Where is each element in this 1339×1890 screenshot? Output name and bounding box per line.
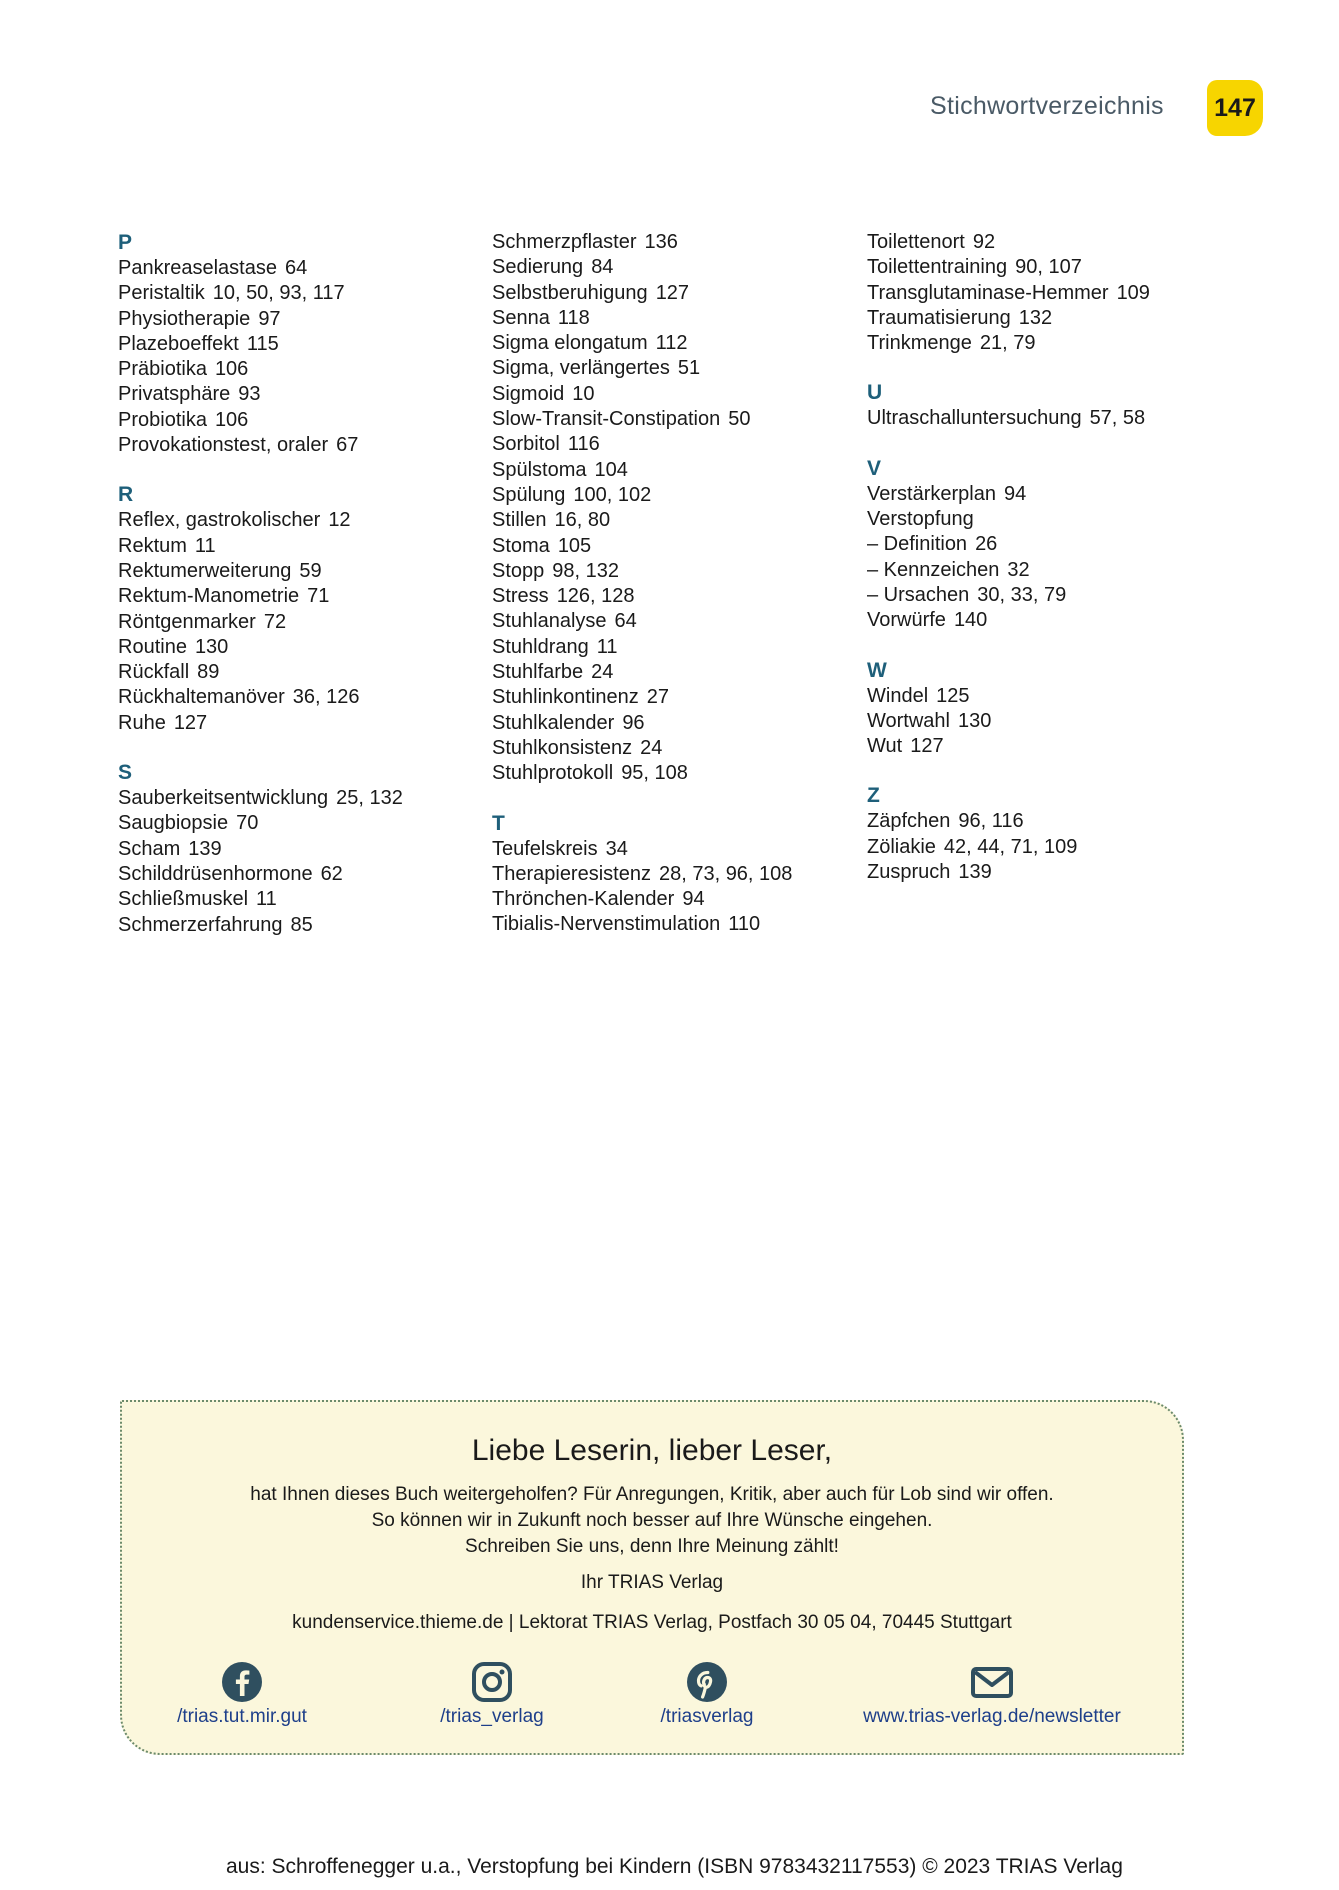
index-entry (118, 837, 478, 862)
index-entry (867, 860, 1227, 885)
index-pages: 130 (958, 709, 992, 732)
index-entry (867, 809, 1227, 834)
index-pages: 70 (236, 812, 259, 835)
index-term: Schmerzerfahrung (118, 913, 283, 936)
index-pages: 104 (594, 458, 628, 481)
index-term: Spülstoma (492, 458, 587, 481)
index-entry (867, 532, 1227, 557)
index-entry (492, 483, 852, 508)
index-entry (867, 331, 1227, 356)
index-term: Privatsphäre (118, 383, 231, 406)
index-pages: 50 (728, 408, 751, 431)
reader-signature: Ihr TRIAS Verlag (580, 1572, 724, 1593)
index-pages: 71 (307, 585, 330, 608)
index-pages: 28, 73, 96, 108 (658, 862, 793, 885)
index-term: Reflex, gastrokolischer (118, 509, 321, 532)
index-term: Stress (492, 585, 549, 608)
index-pages: 51 (677, 357, 701, 380)
index-term: Slow-Transit-Constipation (492, 408, 721, 431)
index-term: – Kennzeichen (867, 558, 1000, 581)
index-pages: 127 (910, 735, 944, 758)
index-entry (118, 357, 478, 382)
index-pages: 12 (328, 509, 351, 532)
index-entry (118, 534, 478, 559)
index-pages: 10 (572, 382, 595, 405)
index-entry (118, 862, 478, 887)
index-pages: 11 (596, 635, 618, 658)
index-term: Therapieresistenz (492, 862, 651, 885)
index-term: Verstärkerplan (867, 482, 996, 505)
index-term: Sauberkeitsentwicklung (118, 787, 329, 810)
instagram-link-label[interactable]: /trias_verlag (440, 1706, 544, 1727)
index-pages: 93 (238, 383, 261, 406)
pinterest-link[interactable] (627, 1660, 787, 1728)
pinterest-icon (685, 1660, 729, 1704)
index-letter-heading: P (118, 231, 133, 254)
reader-contact: kundenservice.thieme.de | Lektorat TRIAS Verlag, Postfach 30 05 04, 70445 Stuttgart (292, 1612, 1012, 1633)
index-pages: 64 (614, 610, 637, 633)
index-entry (867, 482, 1227, 507)
index-pages: 11 (194, 534, 216, 557)
index-pages: 106 (214, 358, 249, 381)
index-term: Stuhlkonsistenz (492, 736, 633, 759)
index-letter-heading: Z (867, 784, 880, 808)
index-group (118, 230, 478, 458)
index-term: Trinkmenge (867, 332, 972, 355)
index-term: Sedierung (492, 256, 584, 279)
index-term: Rückfall (118, 661, 190, 684)
index-term: Schließmuskel (118, 888, 249, 911)
mail-icon (970, 1660, 1014, 1704)
index-letter-heading: R (118, 483, 134, 507)
index-group (867, 658, 1227, 760)
index-pages: 100, 102 (573, 483, 652, 506)
index-column-2 (492, 230, 852, 938)
index-term: Scham (118, 837, 181, 860)
index-entry (867, 734, 1227, 759)
index-term: Wortwahl (867, 709, 950, 732)
index-group (867, 230, 1227, 356)
index-term: Stuhlanalyse (492, 610, 607, 633)
index-entry (492, 862, 852, 887)
index-term: – Ursachen (867, 583, 970, 606)
instagram-link[interactable] (412, 1660, 572, 1728)
index-term: Sigma elongatum (492, 332, 648, 355)
index-letter-heading: V (867, 456, 882, 480)
index-pages: 67 (336, 434, 359, 457)
index-group (867, 783, 1227, 885)
index-pages: 10, 50, 93, 117 (212, 282, 345, 305)
index-letter-heading: S (118, 761, 133, 785)
index-pages: 34 (605, 837, 628, 860)
index-term: Rektum (118, 534, 187, 557)
index-entry (492, 458, 852, 483)
index-pages: 96 (622, 711, 645, 734)
index-term: Teufelskreis (492, 837, 598, 860)
index-term: Windel (867, 684, 929, 707)
index-term: Spülung (492, 483, 566, 506)
newsletter-link-label[interactable]: www.trias-verlag.de/newsletter (863, 1706, 1121, 1727)
index-pages: 98, 132 (552, 559, 619, 582)
index-term: Traumatisierung (867, 306, 1011, 329)
index-term: Stillen (492, 509, 547, 532)
index-entry (118, 508, 478, 533)
index-pages: 84 (591, 256, 614, 279)
index-pages: 21, 79 (979, 332, 1036, 355)
index-entry (118, 887, 478, 912)
index-pages: 125 (936, 684, 970, 707)
index-pages: 130 (194, 635, 229, 658)
reader-body-line: hat Ihnen dieses Buch weitergeholfen? Für Anregungen, Kritik, aber auch für Lob sind wir offen. (250, 1484, 1054, 1505)
newsletter-link[interactable] (842, 1660, 1142, 1728)
index-entry (867, 583, 1227, 608)
index-entry (867, 230, 1227, 255)
index-term: Sigmoid (492, 382, 565, 405)
index-term: Toilettenort (867, 231, 965, 253)
reader-body (122, 1482, 1182, 1560)
index-entry (492, 736, 852, 761)
index-entry (492, 584, 852, 609)
index-entry (492, 660, 852, 685)
index-entry (492, 306, 852, 331)
index-entry (492, 761, 852, 786)
index-pages: 94 (682, 888, 705, 911)
index-pages: 57, 58 (1089, 407, 1146, 430)
index-term: Pankreaselastase (118, 257, 277, 279)
index-term: Verstopfung (867, 508, 974, 531)
index-entry (492, 331, 852, 356)
index-pages: 118 (557, 306, 590, 329)
index-entry (118, 913, 478, 938)
index-term: Stuhlkalender (492, 711, 615, 734)
index-entry (867, 835, 1227, 860)
index-entry (867, 306, 1227, 331)
index-entry (492, 534, 852, 559)
index-entry (118, 610, 478, 635)
index-pages: 94 (1003, 482, 1027, 505)
index-term: Selbstberuhigung (492, 281, 648, 304)
index-pages: 109 (1116, 281, 1150, 304)
index-entry (492, 508, 852, 533)
index-term: Stoma (492, 534, 550, 557)
index-entry (492, 609, 852, 634)
index-term: Rückhaltemanöver (118, 686, 285, 709)
index-entry (118, 408, 478, 433)
index-letter-heading: W (867, 658, 887, 682)
index-pages: 16, 80 (554, 509, 611, 532)
index-pages: 139 (958, 861, 992, 884)
index-entry (118, 307, 478, 332)
index-entry (118, 786, 478, 811)
index-entry (492, 432, 852, 457)
index-entry (867, 507, 1227, 532)
index-pages: 110 (728, 913, 761, 936)
index-pages: 106 (214, 408, 249, 431)
index-term: Rektum-Manometrie (118, 585, 300, 608)
index-term: Provokationstest, oraler (118, 434, 329, 457)
index-entry (867, 281, 1227, 306)
index-pages: 42, 44, 71, 109 (943, 835, 1078, 858)
index-pages: 89 (197, 661, 220, 684)
index-entry (492, 685, 852, 710)
index-pages: 36, 126 (292, 686, 360, 709)
index-entry (867, 709, 1227, 734)
index-entry (867, 406, 1227, 431)
index-pages: 140 (953, 609, 988, 632)
index-group (492, 230, 852, 787)
index-pages: 95, 108 (621, 762, 688, 785)
index-pages: 85 (290, 913, 313, 936)
index-entry (867, 255, 1227, 280)
index-term: Wut (867, 735, 903, 758)
index-term: Sorbitol (492, 433, 560, 456)
index-entry (118, 332, 478, 357)
index-entry (492, 407, 852, 432)
index-group (492, 811, 852, 938)
index-pages: 72 (263, 610, 287, 633)
index-term: Probiotika (118, 408, 207, 431)
index-term: Zöliakie (867, 835, 936, 858)
index-entry (867, 684, 1227, 709)
index-term: Saugbiopsie (118, 812, 229, 835)
index-term: Zuspruch (867, 861, 951, 884)
reader-heading: Liebe Leserin, lieber Leser, (471, 1434, 833, 1467)
index-entry (492, 382, 852, 407)
index-entry (118, 281, 478, 306)
index-pages: 126, 128 (556, 585, 635, 608)
index-group (867, 456, 1227, 634)
index-entry (867, 608, 1227, 633)
index-letter-heading: U (867, 381, 883, 405)
index-term: Röntgenmarker (118, 610, 256, 633)
index-term: Präbiotika (118, 358, 207, 381)
index-pages: 24 (591, 661, 614, 684)
index-term: Tibialis-Nervenstimulation (492, 913, 721, 936)
index-entry (118, 660, 478, 685)
index-letter-heading: T (492, 811, 505, 835)
index-pages: 27 (646, 686, 670, 709)
index-pages: 59 (299, 559, 322, 582)
index-entry (118, 635, 478, 660)
index-pages: 64 (284, 257, 308, 279)
index-pages: 30, 33, 79 (977, 583, 1067, 606)
citation-footer: aus: Schroffenegger u.a., Verstopfung bei Kindern (ISBN 9783432117553) © 2023 TRIAS Verlag (226, 1855, 1123, 1878)
index-term: Physiotherapie (118, 307, 251, 330)
index-term: Stuhlfarbe (492, 661, 584, 684)
index-term: Routine (118, 635, 187, 658)
index-pages: 116 (567, 433, 600, 456)
index-pages: 26 (975, 533, 998, 556)
index-term: Stopp (492, 559, 545, 582)
section-title: Stichwortverzeichnis (930, 92, 1164, 120)
index-pages: 105 (557, 534, 592, 557)
index-term: Sigma, verlängertes (492, 357, 670, 380)
index-pages: 96, 116 (958, 810, 1024, 833)
index-term: Ultraschalluntersuchung (867, 407, 1082, 430)
facebook-link[interactable] (162, 1660, 322, 1728)
index-entry (118, 811, 478, 836)
index-group (118, 482, 478, 736)
index-entry (118, 711, 478, 736)
index-pages: 115 (246, 332, 279, 355)
index-entry (492, 255, 852, 280)
index-pages: 127 (655, 281, 690, 304)
index-term: Stuhldrang (492, 635, 589, 658)
index-pages: 139 (188, 837, 222, 860)
index-term: Rektumerweiterung (118, 559, 292, 582)
index-pages: 32 (1007, 558, 1030, 581)
index-entry (118, 256, 478, 281)
index-pages: 127 (173, 711, 208, 734)
index-entry (867, 558, 1227, 583)
index-entry (118, 433, 478, 458)
reader-body-line: So können wir in Zukunft noch besser auf Ihre Wünsche eingehen. (371, 1510, 933, 1531)
index-term: Schilddrüsenhormone (118, 862, 313, 885)
index-term: Plazeboeffekt (118, 332, 239, 355)
index-term: Peristaltik (118, 282, 205, 305)
index-entry (492, 230, 852, 255)
index-entry (118, 685, 478, 710)
reader-feedback-box (120, 1400, 1184, 1755)
index-term: – Definition (867, 533, 968, 556)
index-pages: 136 (644, 231, 678, 253)
instagram-icon (470, 1660, 514, 1704)
facebook-link-label[interactable]: /trias.tut.mir.gut (177, 1706, 307, 1727)
index-pages: 90, 107 (1015, 256, 1082, 279)
index-entry (118, 382, 478, 407)
index-term: Thrönchen-Kalender (492, 888, 675, 911)
index-pages: 25, 132 (336, 787, 403, 810)
index-entry (118, 584, 478, 609)
reader-body-line: Schreiben Sie uns, denn Ihre Meinung zählt! (465, 1536, 839, 1557)
index-entry (118, 559, 478, 584)
index-column-3 (867, 230, 1227, 885)
index-entry (492, 281, 852, 306)
index-term: Toilettentraining (867, 256, 1008, 279)
index-pages: 24 (640, 736, 663, 759)
index-pages: 11 (256, 888, 277, 911)
index-entry (492, 912, 852, 937)
index-entry (492, 711, 852, 736)
index-group (867, 380, 1227, 431)
index-term: Transglutaminase-Hemmer (867, 281, 1109, 304)
index-term: Zäpfchen (867, 810, 951, 833)
index-term: Stuhlprotokoll (492, 762, 614, 785)
page-number-badge: 147 (1207, 80, 1263, 136)
index-pages: 112 (655, 332, 688, 355)
index-term: Schmerzpflaster (492, 231, 637, 253)
index-term: Ruhe (118, 711, 166, 734)
index-term: Stuhlinkontinenz (492, 686, 639, 709)
index-term: Senna (492, 306, 550, 329)
index-entry (492, 837, 852, 862)
index-pages: 62 (320, 862, 343, 885)
index-pages: 132 (1018, 306, 1053, 329)
index-group (118, 760, 478, 938)
index-entry (492, 887, 852, 912)
index-pages: 97 (258, 307, 281, 330)
pinterest-link-label[interactable]: /triasverlag (660, 1706, 754, 1727)
index-entry (492, 559, 852, 584)
index-entry (492, 356, 852, 381)
index-entry (492, 635, 852, 660)
facebook-icon (220, 1660, 264, 1704)
index-column-1 (118, 230, 478, 938)
index-pages: 92 (972, 231, 996, 253)
index-term: Vorwürfe (867, 609, 946, 632)
